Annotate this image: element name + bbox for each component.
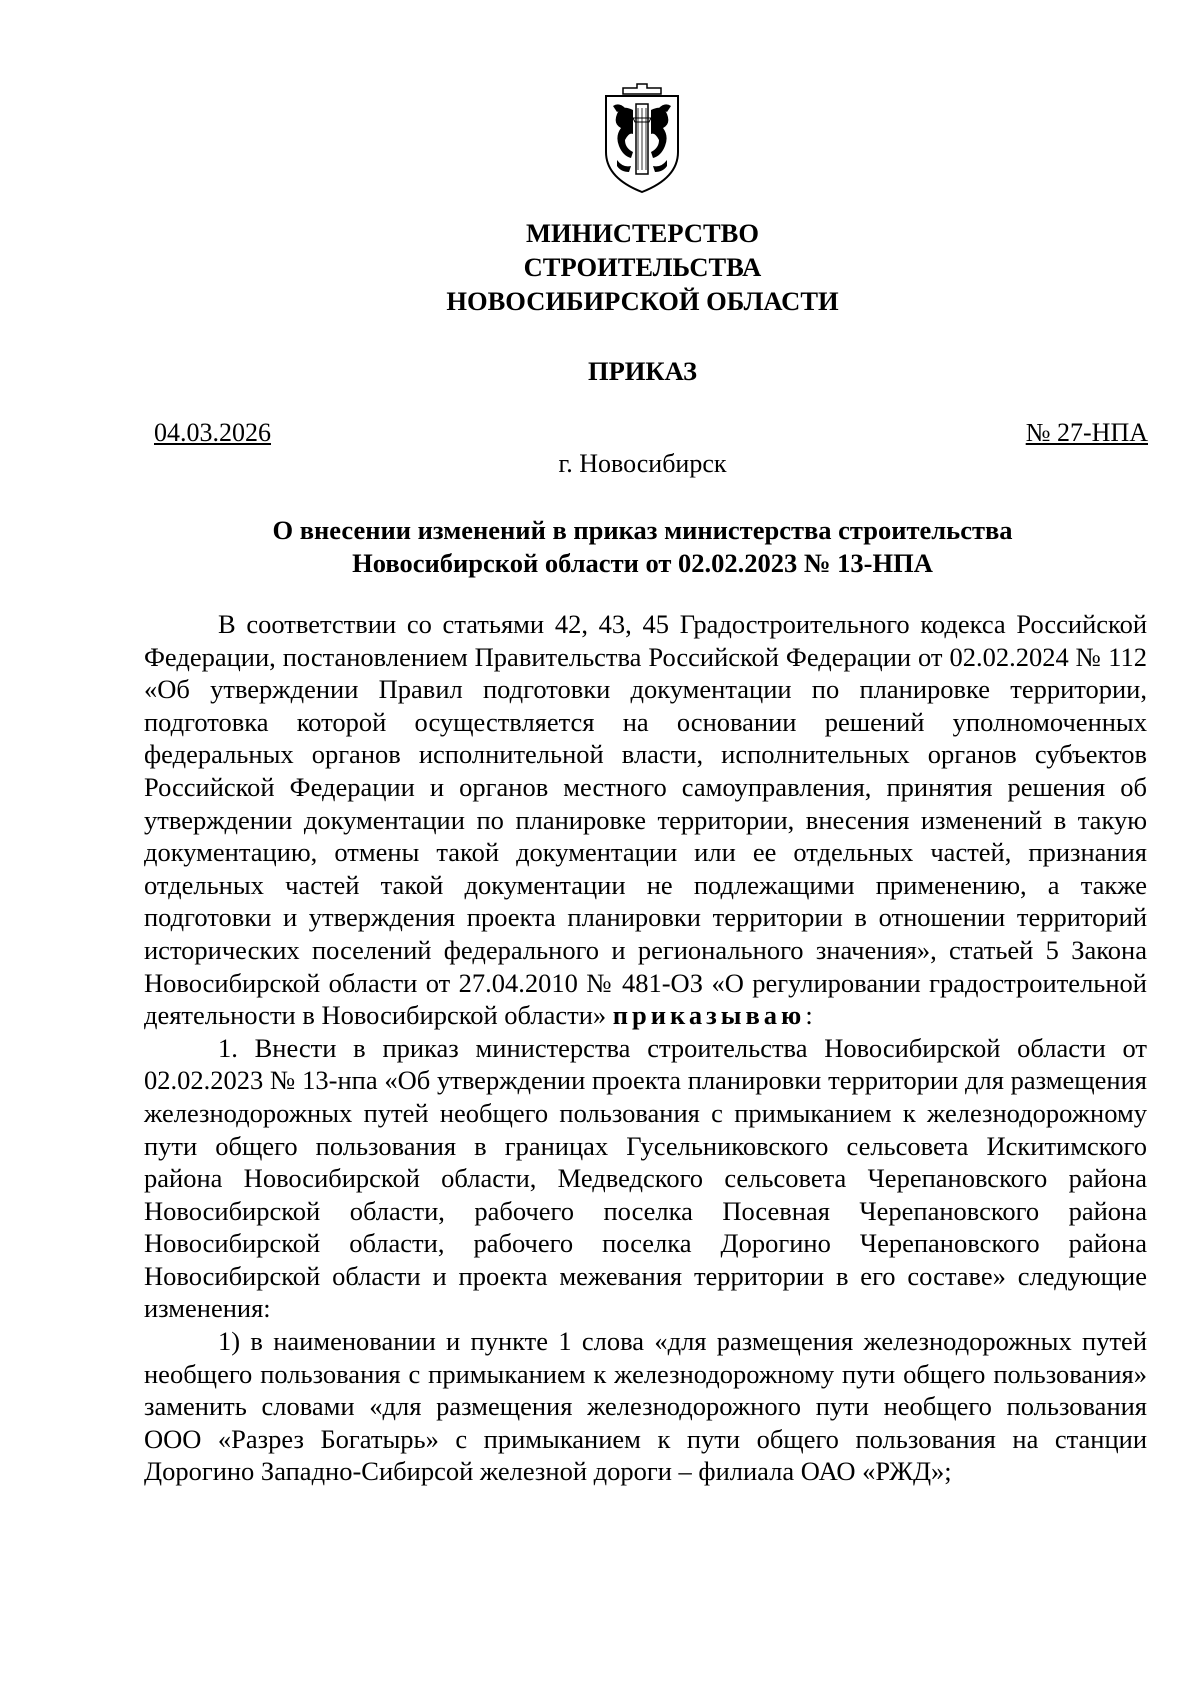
subitem-1-paragraph: 1) в наименовании и пункте 1 слова «для размещения железнодорожных путей необщего пользования с примыканием к железнодорожному пути общего пользования» заменить словами «для размещения железнодорожного пути необщего пользования ООО «Разрез Богатырь» с примыканием к пути общего пользования на станции Дорогино Западно-Сибирсой железной дороги – филиала ОАО «РЖД»; [144,1326,1147,1487]
ministry-name [140,216,1145,318]
coat-of-arms-icon [603,82,681,194]
preamble-paragraph [144,608,1147,1032]
document-body [144,608,1147,1488]
ministry-line-1: МИНИСТЕРСТВО [526,218,759,248]
item-1-paragraph: 1. Внести в приказ министерства строительства Новосибирской области от 02.02.2023 № 13-нпа «Об утверждении проекта планировки территории для размещения железнодорожных путей необщего пользования с примыканием к железнодорожному пути общего пользования в границах Гусельниковского сельсовета Искитимского района Новосибирской области, Медведского сельсовета Черепановского района Новосибирской области, рабочего поселка Посевная Черепановского района Новосибирской области, рабочего поселка Дорогино Черепановского района Новосибирской области и проекта межевания территории в его составе» следующие изменения: [144,1032,1147,1324]
heading-line-1: О внесении изменений в приказ министерства строительства [272,515,1013,545]
document-type: ПРИКАЗ [587,356,698,386]
heading-line-2: Новосибирской области от 02.02.2023 № 13-НПА [352,548,933,578]
ministry-line-3: НОВОСИБИРСКОЙ ОБЛАСТИ [446,286,839,316]
order-colon: : [805,1000,813,1031]
document-number: № 27-НПА [1025,418,1148,447]
preamble-text: В соответствии со статьями 42, 43, 45 Градостроительного кодекса Российской Федерации, постановлением Правительства Российской Федерации от 02.02.2024 № 112 «Об утверждении Правил подготовки документации по планировке территории, подготовка которой осуществляется на основании решений уполномоченных федеральных органов исполнительной власти, исполнительных органов субъектов Российской Федерации и органов местного самоуправления, принятия решения об утверждении документации по планировке территории, внесения изменений в такую документацию, отмены такой документации или ее отдельных частей, признания отдельных частей такой документации не подлежащими применению, а также подготовки и утверждения проекта планировки территории в отношении территорий исторических поселений федерального и регионального значения», статьей 5 Закона Новосибирской области от 27.04.2010 № 481-ОЗ «О регулировании градостроительной деятельности в Новосибирской области» [144,609,1147,1031]
document-date: 04.03.2026 [154,418,271,447]
ministry-line-2: СТРОИТЕЛЬСТВА [523,252,762,282]
order-keyword: приказываю [612,1000,806,1031]
document-city: г. Новосибирск [558,449,727,478]
document-heading [140,514,1145,580]
